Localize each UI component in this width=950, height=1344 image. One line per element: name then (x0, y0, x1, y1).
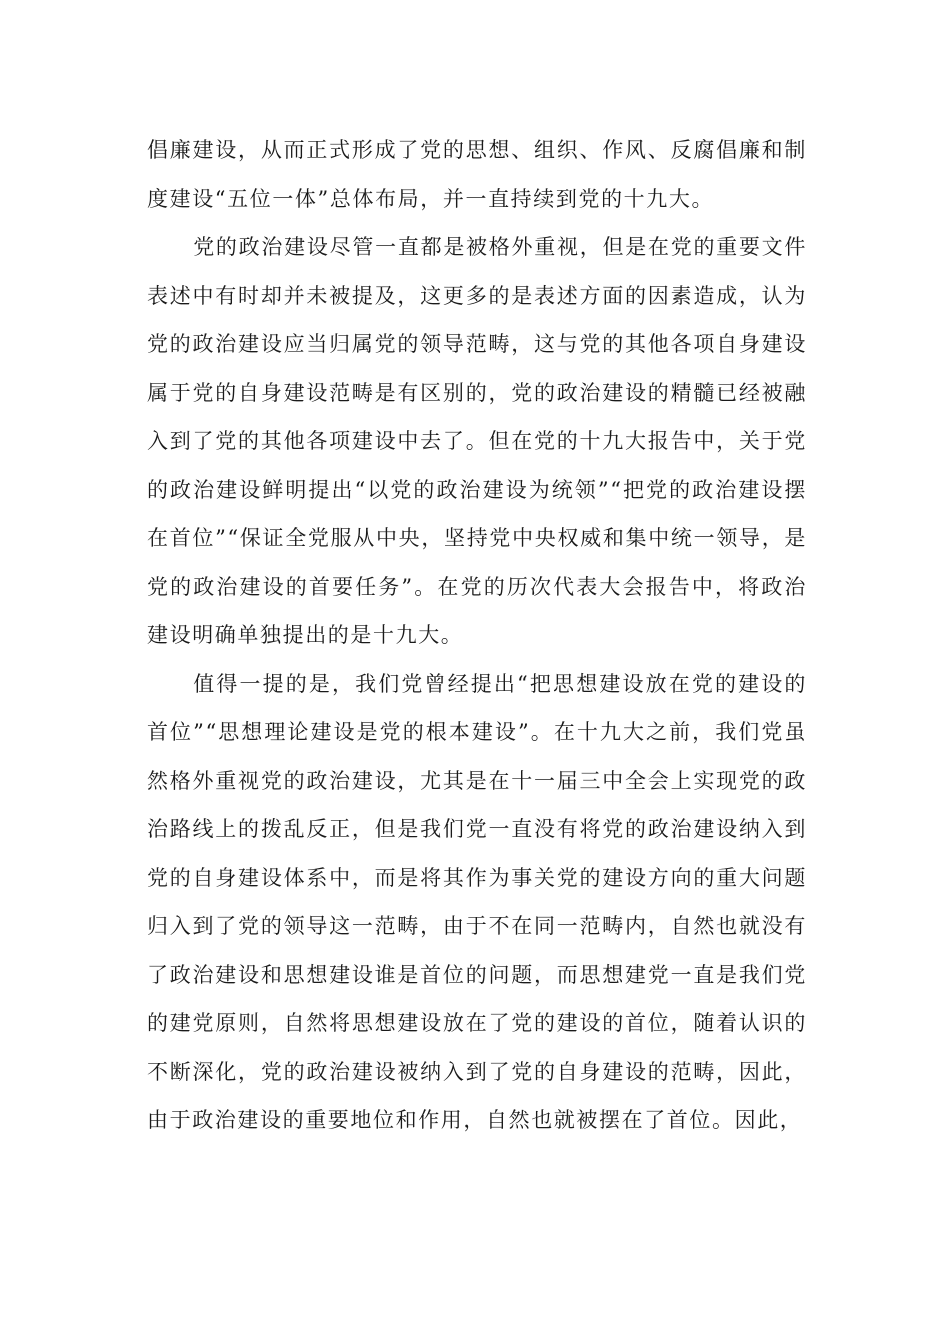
document-body (147, 126, 807, 1145)
paragraph-2: 党的政治建设尽管一直都是被格外重视，但是在党的重要文件表述中有时却并未被提及，这更多的是表述方面的因素造成，认为党的政治建设应当归属党的领导范畴，这与党的其他各项自身建设属于党的自身建设范畴是有区别的，党的政治建设的精髓已经被融入到了党的其他各项建设中去了。但在党的十九大报告中，关于党的政治建设鲜明提出“以党的政治建设为统领”“把党的政治建设摆在首位”“保证全党服从中央，坚持党中央权威和集中统一领导，是党的政治建设的首要任务”。在党的历次代表大会报告中，将政治建设明确单独提出的是十九大。 (147, 235, 807, 647)
paragraph-3: 值得一提的是，我们党曾经提出“把思想建设放在党的建设的首位”“思想理论建设是党的根本建设”。在十九大之前，我们党虽然格外重视党的政治建设，尤其是在十一届三中全会上实现党的政治路线上的拨乱反正，但是我们党一直没有将党的政治建设纳入到党的自身建设体系中，而是将其作为事关党的建设方向的重大问题归入到了党的领导这一范畴，由于不在同一范畴内，自然也就没有了政治建设和思想建设谁是首位的问题，而思想建党一直是我们党的建党原则，自然将思想建设放在了党的建设的首位，随着认识的不断深化，党的政治建设被纳入到了党的自身建设的范畴，因此，由于政治建设的重要地位和作用，自然也就被摆在了首位。因此， (147, 671, 807, 1132)
paragraph-1: 倡廉建设，从而正式形成了党的思想、组织、作风、反腐倡廉和制度建设“五位一体”总体布局，并一直持续到党的十九大。 (147, 138, 807, 211)
